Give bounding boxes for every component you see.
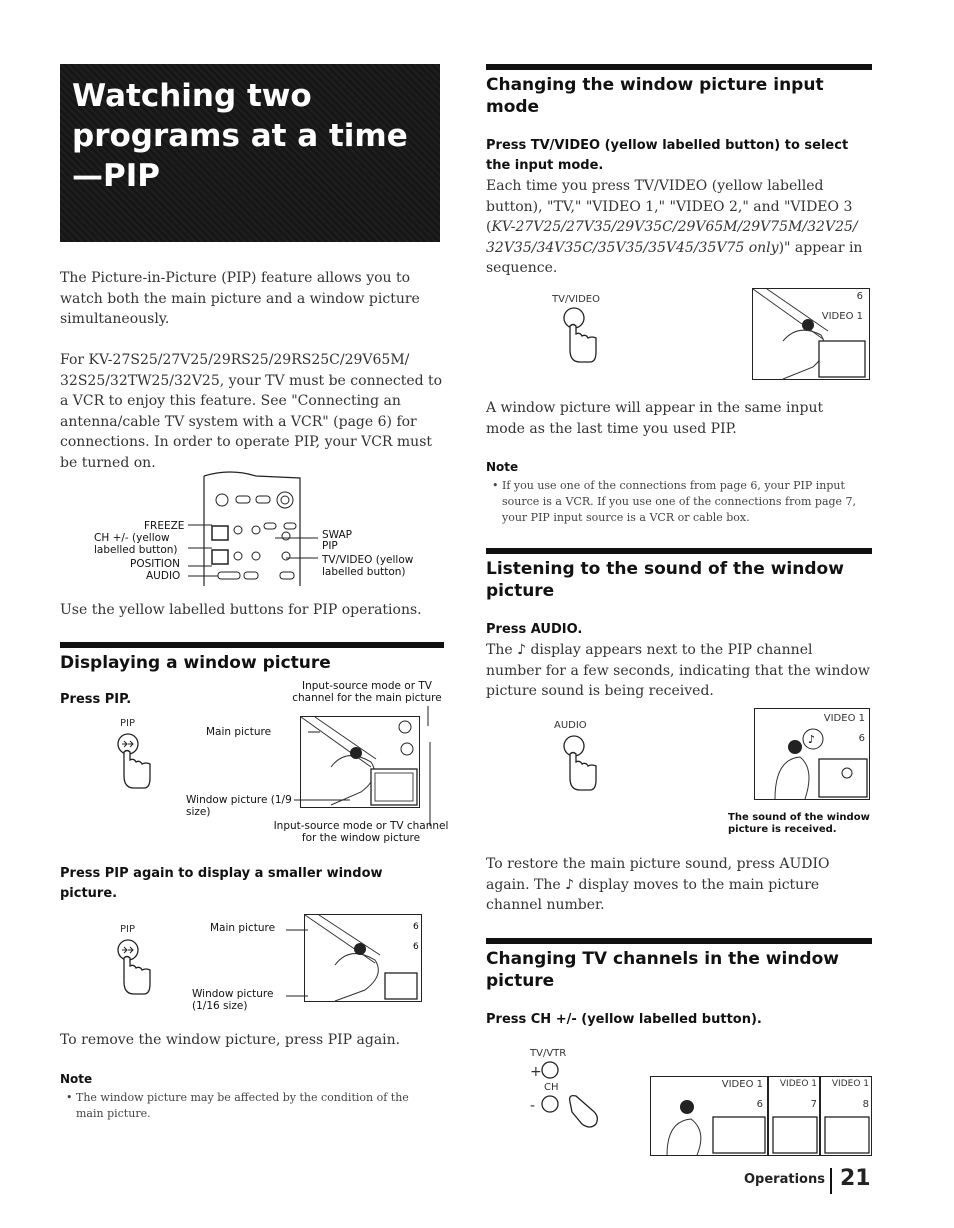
listening-heading: Listening to the sound of the window picture: [486, 559, 844, 601]
changing-input-heading: Changing the window picture input mode: [486, 75, 824, 117]
tv-scene-illustration: [769, 1077, 821, 1157]
ch-label: CH: [544, 1082, 559, 1093]
screen-video-label: VIDEO 1: [779, 1079, 817, 1089]
tv-screen-input: [752, 288, 870, 380]
screen-video-label: VIDEO 1: [721, 1079, 763, 1090]
ch-minus-sign: -: [530, 1098, 536, 1114]
restore-paragraph: To restore the main picture sound, press AUDIO again. The ♪ display moves to the main picture channel number.: [486, 856, 830, 913]
screen-video-label: VIDEO 1: [821, 311, 863, 322]
section-rule: [60, 642, 444, 648]
audio-button-label: AUDIO: [554, 720, 587, 731]
remote-illustration: [60, 468, 450, 588]
tvvtr-label: TV/VTR: [530, 1048, 567, 1059]
displaying-heading: Displaying a window picture: [60, 653, 331, 673]
hand-press-icon: [114, 732, 154, 792]
section-rule: [486, 548, 872, 554]
svg-text:6: 6: [413, 942, 419, 952]
ch-down-button-icon: [540, 1094, 560, 1114]
after-paragraph: A window picture will appear in the same input mode as the last time you used PIP.: [486, 400, 824, 437]
window-picture-19-label: Window picture (1/9 size): [186, 794, 292, 818]
window-picture-116-label: Window picture (1/16 size): [192, 988, 274, 1012]
main-picture-label-1: Main picture: [206, 726, 272, 738]
press-audio: Press AUDIO.: [486, 622, 583, 637]
hand-press-icon: [560, 306, 600, 366]
label-swap: SWAP: [322, 529, 352, 541]
tv-screen-ch-1: [650, 1076, 768, 1156]
pip-label-1: PIP: [120, 718, 136, 729]
tv-screen-audio: [754, 708, 870, 800]
screen-channel-num: 7: [810, 1099, 817, 1110]
screen-video-label: VIDEO 1: [823, 713, 865, 724]
hand-press-icon: [560, 734, 600, 794]
section-rule: [486, 64, 872, 70]
screen-video-label: VIDEO 1: [831, 1079, 869, 1089]
svg-text:6: 6: [413, 922, 419, 932]
hand-press-icon: [566, 1090, 606, 1130]
tv-scene-illustration: [821, 1077, 873, 1157]
screen-channel-num: 6: [756, 1099, 763, 1110]
ch-plus-sign: +: [530, 1064, 542, 1080]
note-heading-right: Note: [486, 460, 519, 474]
pip-label-2: PIP: [120, 924, 136, 935]
screen-channel-num: 8: [862, 1099, 869, 1110]
note-heading-left: Note: [60, 1072, 93, 1086]
vcr-paragraph: For KV-27S25/27V25/29RS25/29RS25C/29V65M/ 32S25/32TW25/32V25, your TV must be connected to a VCR to enjoy this feature. See "Connecting an antenna/cable TV system with a VCR" (page 6) for connections. In order to operate PIP, your VCR must be turned on.: [60, 352, 443, 471]
label-ch: CH +/- (yellow labelled button): [94, 532, 178, 556]
label-position: POSITION: [130, 558, 180, 570]
tv-screen-116: [304, 914, 422, 1002]
intro-paragraph: The Picture-in-Picture (PIP) feature allows you to watch both the main picture and a window picture simultaneously.: [60, 270, 420, 327]
press-ch: Press CH +/- (yellow labelled button).: [486, 1012, 762, 1027]
tv-scene-illustration: [753, 289, 871, 381]
audio-caption: The sound of the window picture is received.: [728, 812, 870, 835]
footer-divider: [830, 1168, 832, 1194]
tvvideo-body: Each time you press TV/VIDEO (yellow labelled button), "TV," "VIDEO 1," "VIDEO 2," and "VIDEO 3 (KV-27V25/27V35/29V35C/29V65M/29V75M/32V25/ 32V35/34V35C/35V35/35V45/35V75 only)" appear in sequence.: [486, 178, 863, 276]
tv-screen-ch-2: [768, 1076, 820, 1156]
label-audio: AUDIO: [146, 570, 181, 582]
yellow-note: Use the yellow labelled buttons for PIP operations.: [60, 602, 422, 618]
tv-screen-ch-3: [820, 1076, 872, 1156]
label-freeze: FREEZE: [144, 520, 185, 532]
svg-text:♪: ♪: [808, 733, 816, 746]
label-pip: PIP: [322, 540, 338, 552]
note-text-left: • The window picture may be affected by the condition of the main picture.: [66, 1091, 409, 1120]
press-pip-again: Press PIP again to display a smaller window picture.: [60, 866, 383, 901]
screen-channel-num: 6: [858, 733, 865, 744]
hand-press-icon: [114, 938, 154, 998]
model-list: KV-27V25/27V35/29V35C/29V65M/29V75M/32V25/ 32V35/34V35C/35V35/35V45/35V75 only: [486, 219, 858, 256]
input-source-window-label: Input-source mode or TV channel for the window picture: [273, 820, 449, 844]
page-title: Watching two programs at a time —PIP: [72, 78, 408, 194]
page-number: 21: [840, 1166, 871, 1191]
audio-body: The ♪ display appears next to the PIP channel number for a few seconds, indicating that the window picture sound is being received.: [486, 642, 870, 699]
press-pip: Press PIP.: [60, 692, 132, 707]
main-picture-label-2: Main picture: [210, 922, 276, 934]
footer-section: Operations: [744, 1172, 825, 1187]
remove-instruction: To remove the window picture, press PIP again.: [60, 1032, 401, 1048]
section-rule: [486, 938, 872, 944]
ch-up-button-icon: [540, 1060, 560, 1080]
screen-channel-num: 6: [856, 291, 863, 302]
tvvideo-instruction: Press TV/VIDEO (yellow labelled button) to select the input mode.: [486, 138, 849, 173]
label-tvvideo: TV/VIDEO (yellow labelled button): [322, 554, 414, 578]
input-source-main-label: Input-source mode or TV channel for the main picture: [292, 680, 442, 704]
changing-tv-heading: Changing TV channels in the window picture: [486, 949, 839, 991]
tvvideo-button-label: TV/VIDEO: [552, 294, 600, 305]
tv-scene-illustration: [305, 915, 423, 1003]
note-text-right: • If you use one of the connections from page 6, your PIP input source is a VCR. If you use one of the connections from page 7, your PIP input source is a VCR or cable box.: [492, 479, 857, 524]
